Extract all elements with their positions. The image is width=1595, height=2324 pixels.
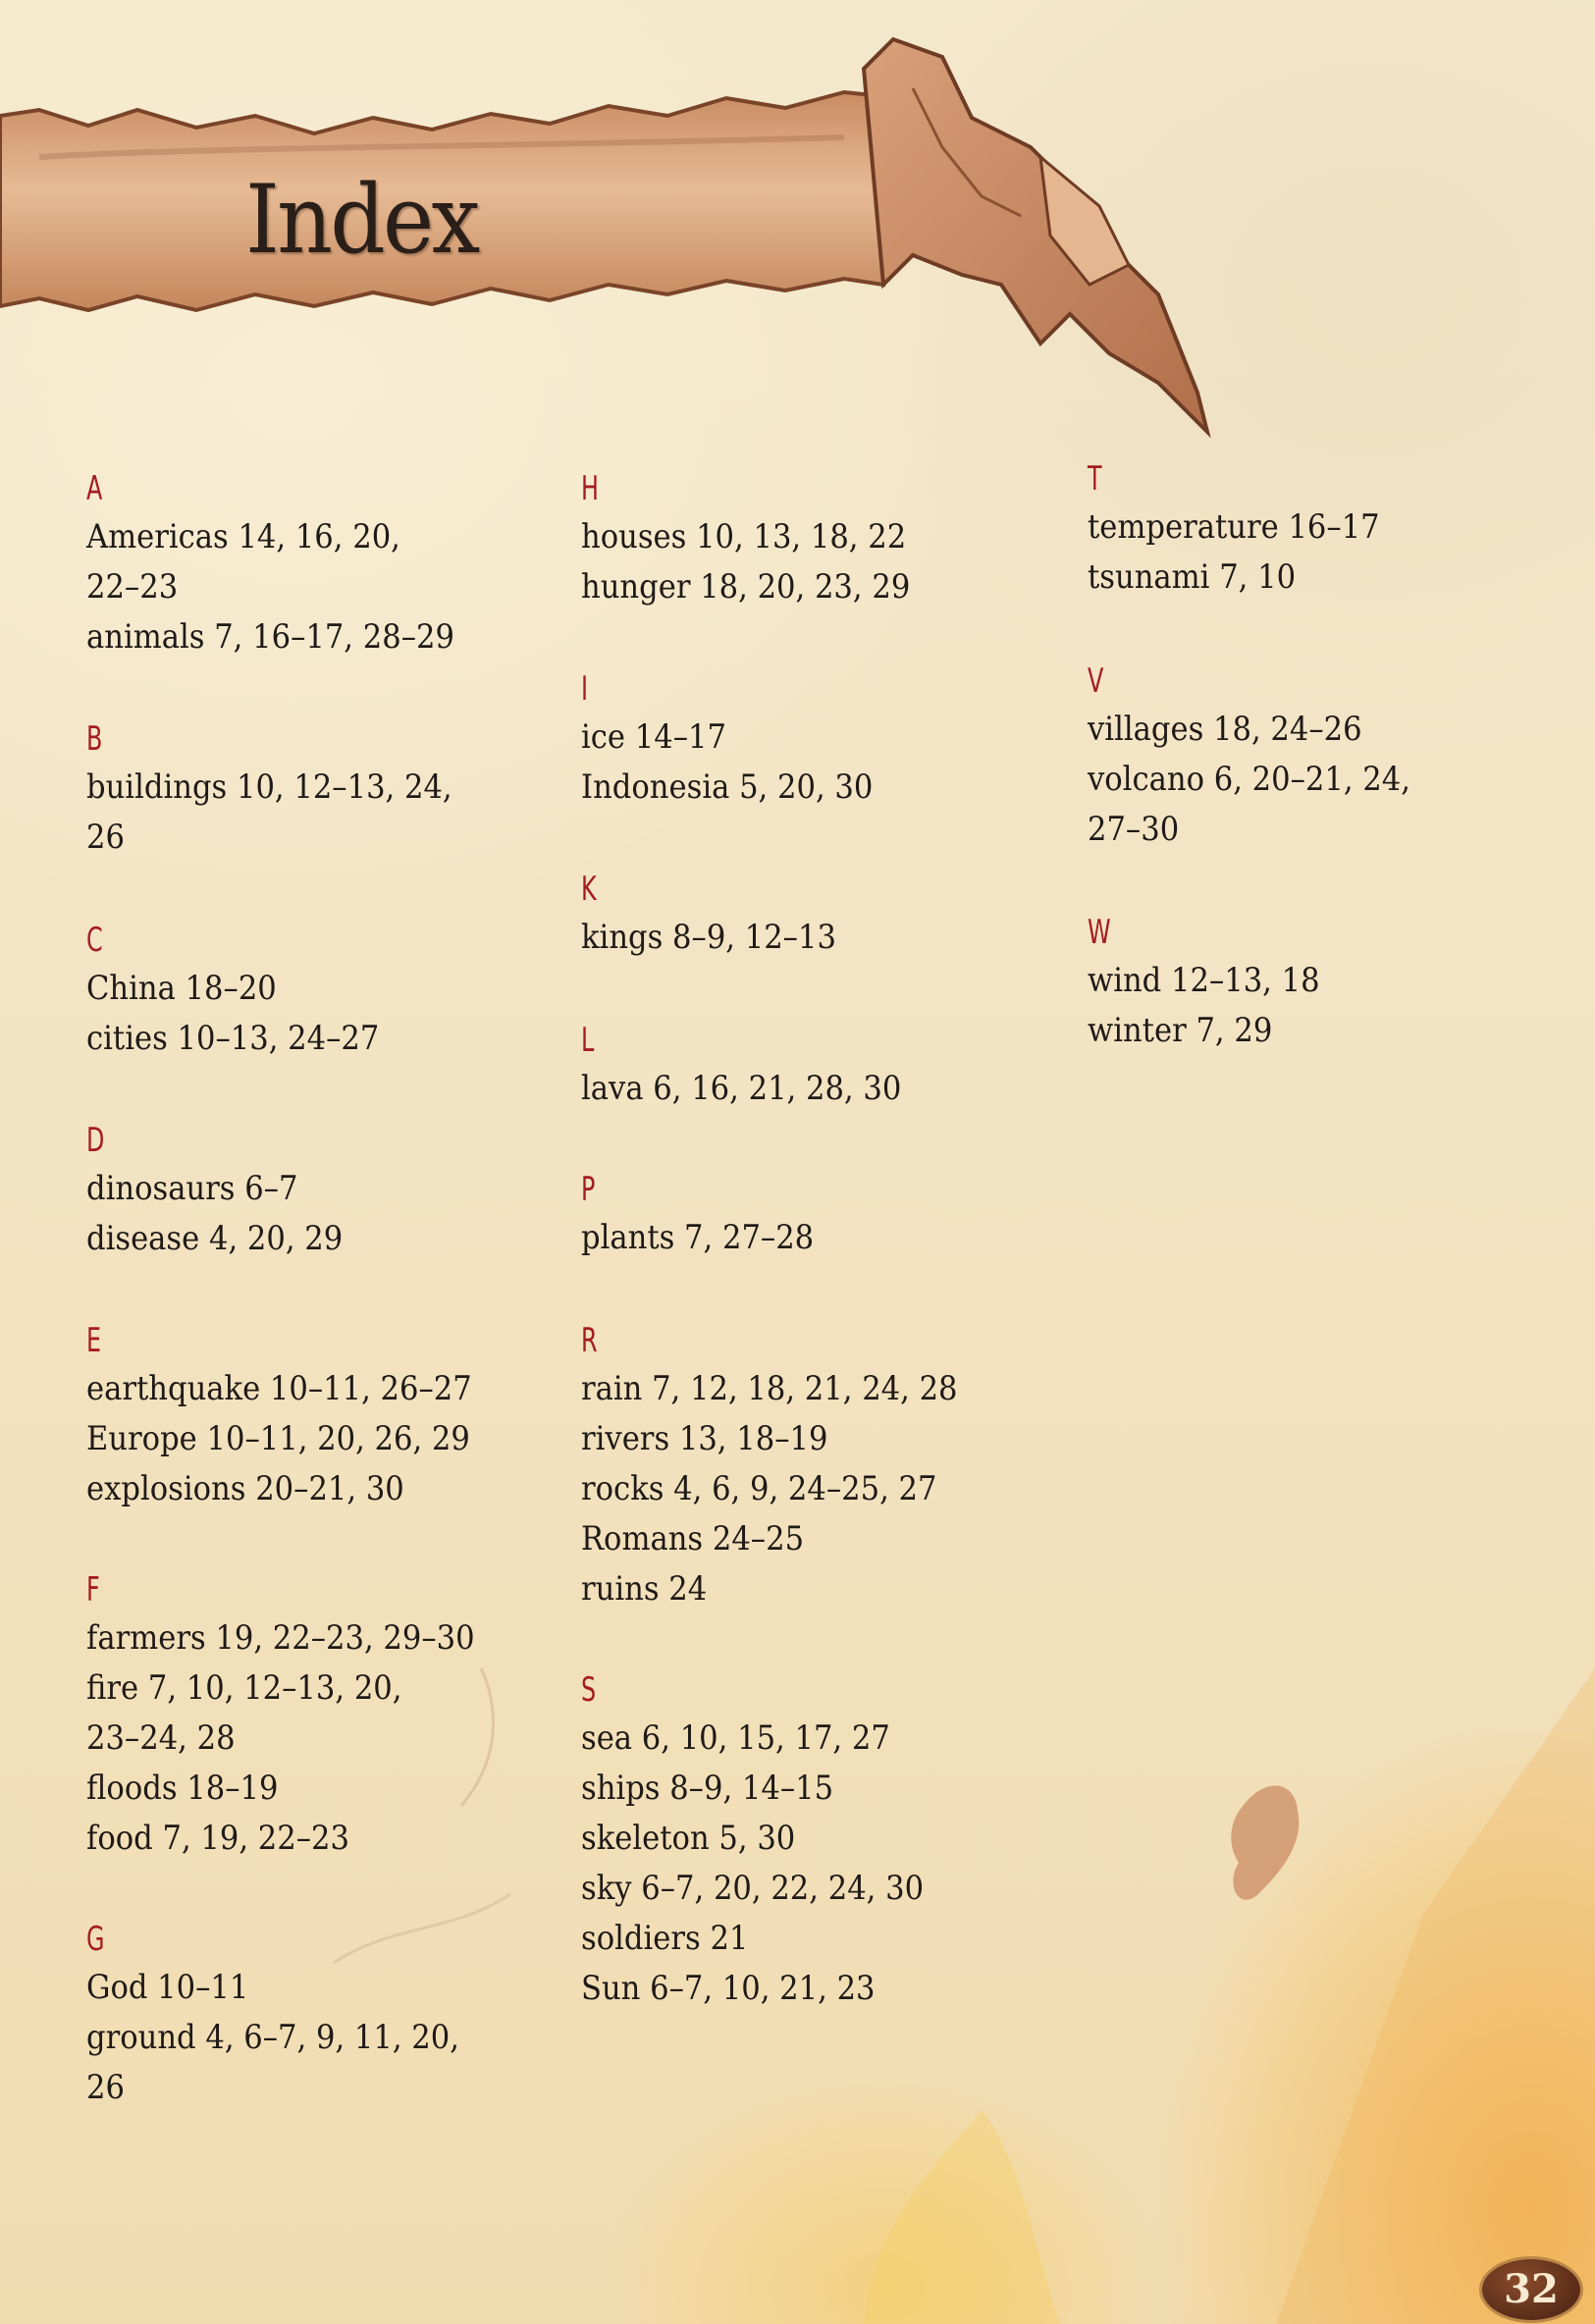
index-entry: hunger 18, 20, 23, 29 xyxy=(581,567,911,607)
page-number-badge: 32 xyxy=(1482,2259,1580,2320)
index-section-k xyxy=(581,866,1091,963)
section-letter: W xyxy=(1088,913,1111,952)
index-entry: lava 6, 16, 21, 28, 30 xyxy=(581,1069,902,1108)
index-entry: kings 8–9, 12–13 xyxy=(581,918,836,957)
index-entry: 23–24, 28 xyxy=(86,1718,236,1758)
section-letter: R xyxy=(581,1321,598,1360)
section-letter: E xyxy=(86,1321,102,1360)
index-entry: floods 18–19 xyxy=(86,1769,279,1808)
index-entry: winter 7, 29 xyxy=(1088,1011,1273,1050)
index-entry: disease 4, 20, 29 xyxy=(86,1219,344,1258)
section-letter: A xyxy=(86,469,103,508)
index-entry: explosions 20–21, 30 xyxy=(86,1469,404,1508)
index-section-g xyxy=(86,1916,597,2113)
index-entry: ground 4, 6–7, 9, 11, 20, xyxy=(86,2018,459,2057)
index-entry: skeleton 5, 30 xyxy=(581,1819,796,1858)
index-section-h xyxy=(581,465,1091,612)
index-section-i xyxy=(581,665,1091,813)
index-entry: volcano 6, 20–21, 24, xyxy=(1088,760,1410,799)
page-title: Index xyxy=(245,165,478,275)
index-entry: villages 18, 24–26 xyxy=(1088,710,1362,749)
section-letter: C xyxy=(86,921,103,960)
index-section-d xyxy=(86,1117,597,1264)
index-entry: 22–23 xyxy=(86,567,179,607)
index-entry: sky 6–7, 20, 22, 24, 30 xyxy=(581,1869,925,1908)
index-entry: cities 10–13, 24–27 xyxy=(86,1019,380,1058)
index-entry: earthquake 10–11, 26–27 xyxy=(86,1369,472,1408)
index-entry: Europe 10–11, 20, 26, 29 xyxy=(86,1419,470,1458)
index-entry: Indonesia 5, 20, 30 xyxy=(581,767,874,807)
index-banner xyxy=(0,0,1237,451)
index-section-p xyxy=(581,1166,1091,1263)
section-letter: P xyxy=(581,1170,596,1209)
index-entry: wind 12–13, 18 xyxy=(1088,961,1320,1000)
index-entry: houses 10, 13, 18, 22 xyxy=(581,517,907,556)
index-entry: buildings 10, 12–13, 24, xyxy=(86,767,452,807)
index-entry: fire 7, 10, 12–13, 20, xyxy=(86,1668,402,1708)
index-entry: dinosaurs 6–7 xyxy=(86,1169,298,1208)
index-entry: rocks 4, 6, 9, 24–25, 27 xyxy=(581,1469,937,1508)
index-section-e xyxy=(86,1317,597,1514)
index-entry: ships 8–9, 14–15 xyxy=(581,1769,834,1808)
index-entry: Americas 14, 16, 20, xyxy=(86,517,400,556)
section-letter: D xyxy=(86,1121,105,1160)
section-letter: H xyxy=(581,469,599,508)
index-entry: rivers 13, 18–19 xyxy=(581,1419,828,1458)
index-section-c xyxy=(86,917,597,1064)
index-entry: 27–30 xyxy=(1088,810,1180,849)
index-section-a xyxy=(86,465,597,662)
index-entry: ice 14–17 xyxy=(581,717,726,757)
section-letter: L xyxy=(581,1021,595,1060)
index-entry: soldiers 21 xyxy=(581,1919,749,1958)
index-section-t xyxy=(1088,455,1595,603)
section-letter: K xyxy=(581,870,597,909)
index-entry: 26 xyxy=(86,2068,125,2107)
index-section-b xyxy=(86,715,597,863)
section-letter: V xyxy=(1088,661,1104,701)
index-entry: Sun 6–7, 10, 21, 23 xyxy=(581,1969,876,2008)
index-entry: plants 7, 27–28 xyxy=(581,1218,815,1257)
section-letter: F xyxy=(86,1570,100,1610)
index-entry: rain 7, 12, 18, 21, 24, 28 xyxy=(581,1369,958,1408)
index-entry: Romans 24–25 xyxy=(581,1519,805,1558)
section-letter: I xyxy=(581,669,589,709)
index-entry: farmers 19, 22–23, 29–30 xyxy=(86,1618,475,1658)
index-section-f xyxy=(86,1566,597,1864)
section-letter: G xyxy=(86,1920,105,1959)
section-letter: B xyxy=(86,719,103,759)
index-section-s xyxy=(581,1666,1091,2014)
section-letter: S xyxy=(581,1670,597,1710)
index-entry: temperature 16–17 xyxy=(1088,507,1380,547)
index-section-v xyxy=(1088,658,1595,855)
index-entry: ruins 24 xyxy=(581,1569,708,1609)
index-entry: God 10–11 xyxy=(86,1968,249,2007)
index-section-r xyxy=(581,1317,1091,1614)
index-entry: sea 6, 10, 15, 17, 27 xyxy=(581,1718,890,1758)
index-entry: tsunami 7, 10 xyxy=(1088,557,1297,597)
index-entry: 26 xyxy=(86,818,125,857)
index-section-l xyxy=(581,1017,1091,1114)
index-entry: food 7, 19, 22–23 xyxy=(86,1819,349,1858)
torn-parchment-banner xyxy=(0,0,1237,451)
index-entry: animals 7, 16–17, 28–29 xyxy=(86,617,454,657)
section-letter: T xyxy=(1088,459,1102,499)
index-section-w xyxy=(1088,909,1595,1056)
index-entry: China 18–20 xyxy=(86,969,277,1008)
